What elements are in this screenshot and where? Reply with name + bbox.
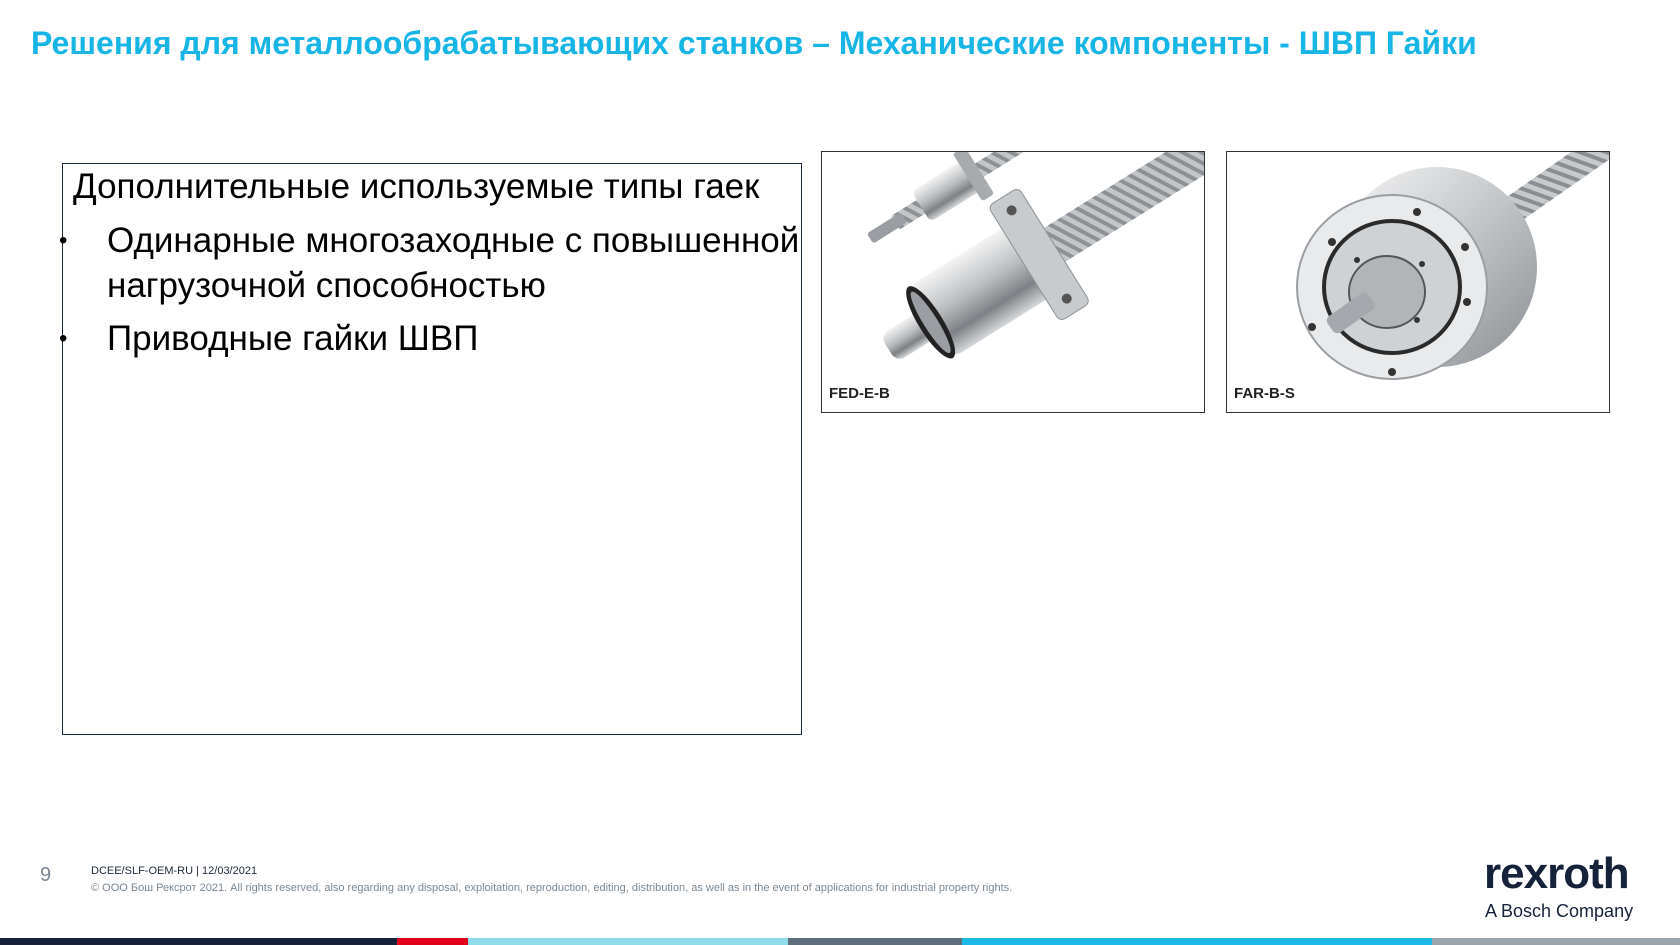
bullet-text: Приводные гайки ШВП <box>107 319 479 358</box>
photo-caption: FED-E-B <box>829 385 890 402</box>
photo-caption: FAR-B-S <box>1234 385 1295 402</box>
bullet-item <box>59 218 803 308</box>
photo-fed-e-b <box>821 151 1205 413</box>
textbox-heading: Дополнительные используемые типы гаек <box>73 167 760 206</box>
slide-title: Решения для металлообрабатывающих станков – Механические компоненты - ШВП Гайки <box>31 25 1477 61</box>
footer-copyright: © ООО Бош Рексрот 2021. All rights reserved, also regarding any disposal, exploitation, reproduction, editing, distribution, as well as in the event of applications for industrial property rights. <box>91 882 1013 894</box>
bullet-list <box>59 218 803 369</box>
footer-stripe-light-grey <box>1432 938 1680 945</box>
footer-meta: DCEE/SLF-OEM-RU | 12/03/2021 <box>91 865 258 877</box>
bullet-dot-icon: • <box>59 325 68 352</box>
logo-wordmark: rexroth <box>1484 849 1629 898</box>
footer-stripe-red <box>397 938 468 945</box>
logo-tagline: A Bosch Company <box>1485 901 1634 921</box>
photo-far-b-s <box>1226 151 1610 413</box>
page-number: 9 <box>40 864 52 886</box>
bullet-dot-icon: • <box>59 227 68 254</box>
footer-stripe-cyan <box>962 938 1432 945</box>
bullet-item <box>59 316 803 361</box>
footer-stripe-dark <box>0 938 397 945</box>
footer-stripe-grey <box>788 938 962 945</box>
rexroth-logo <box>1484 850 1644 930</box>
bullet-text: Одинарные многозаходные с повышенной нагрузочной способностью <box>107 221 800 305</box>
nut-types-textbox <box>59 163 802 735</box>
driven-ball-screw-nut-illustration <box>1227 152 1610 413</box>
ball-screw-flange-nut-illustration <box>822 152 1205 413</box>
footer-stripe-light-blue <box>468 938 788 945</box>
